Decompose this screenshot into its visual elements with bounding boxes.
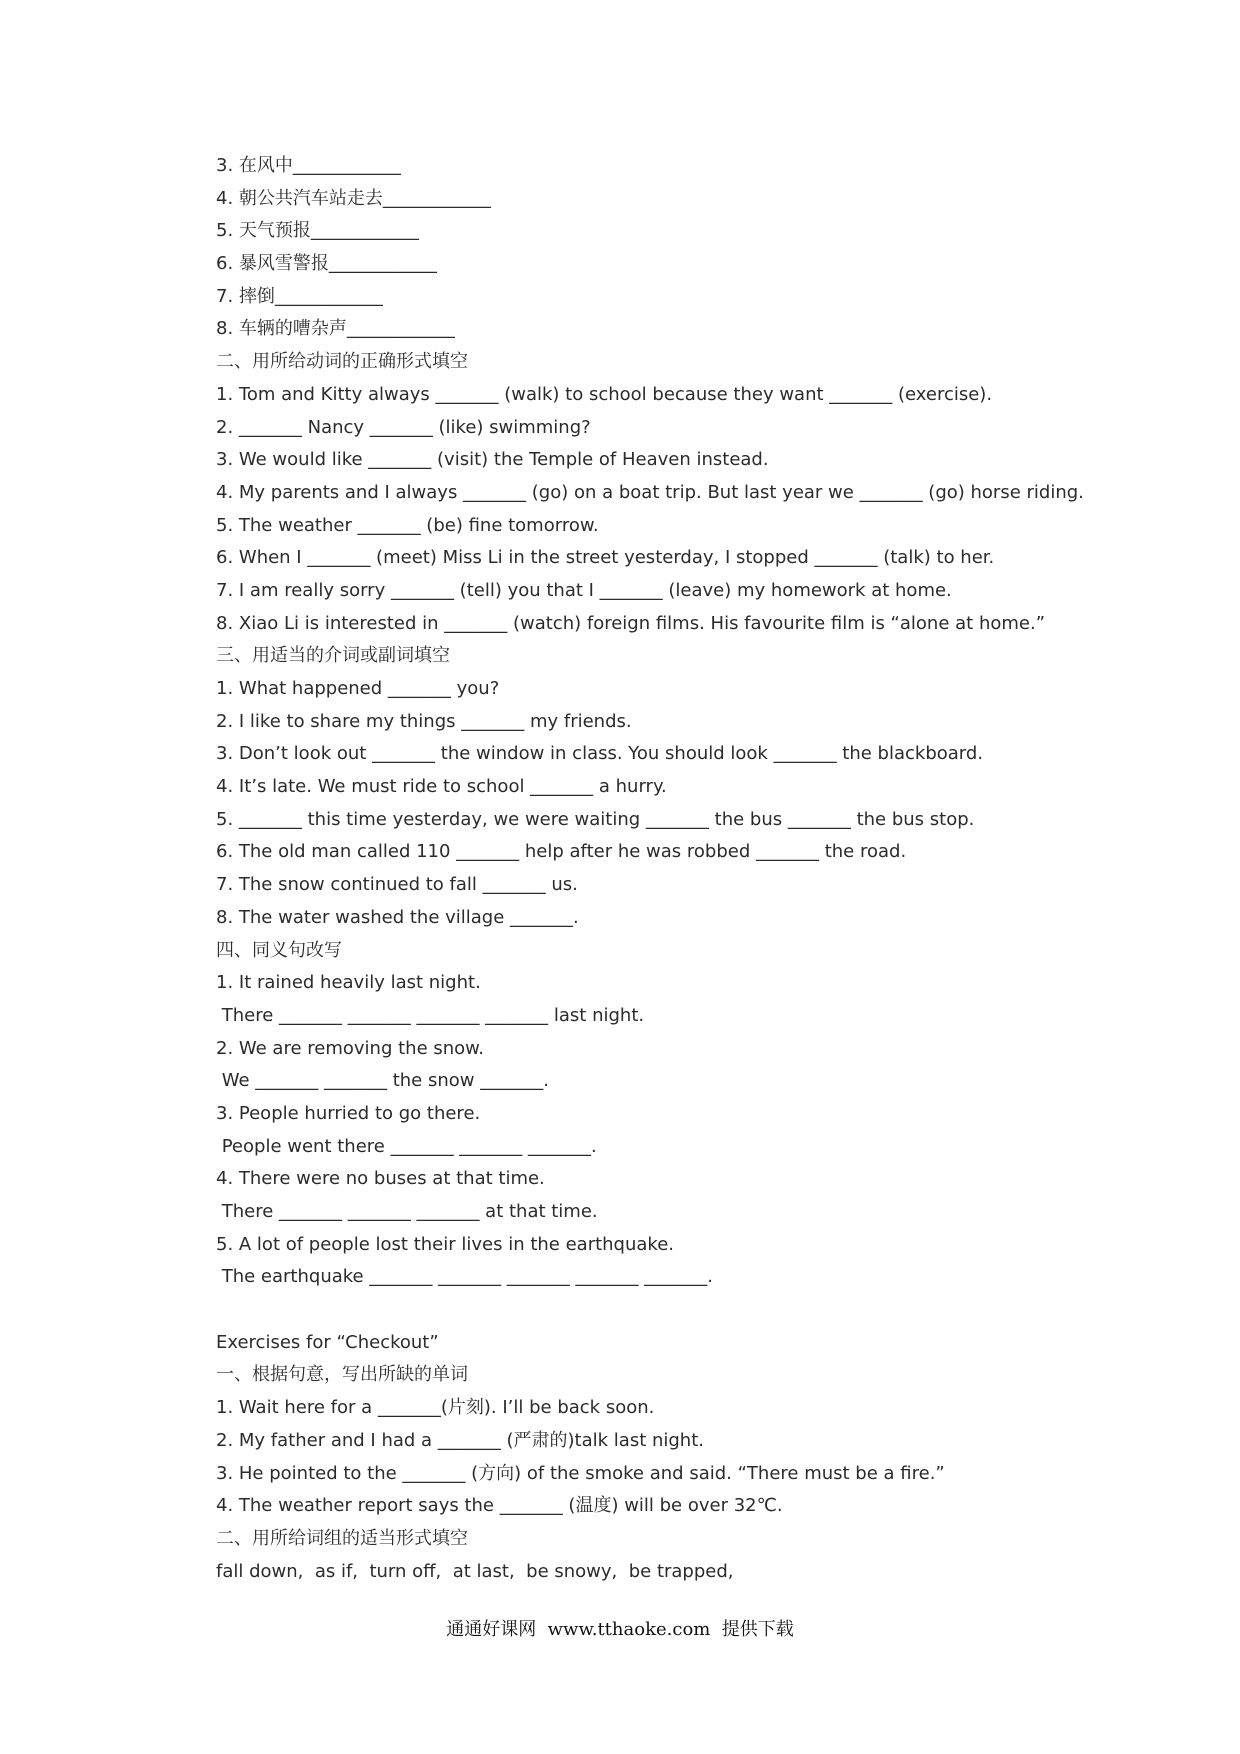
text-line: fall down, as if, turn off, at last, be snowy, be trapped, [216,1560,734,1582]
text-line: The earthquake _______ _______ _______ _______ _______. [216,1266,713,1288]
text-line: 6. 暴风雪警报____________ [216,253,437,275]
text-line: 3. 在风中____________ [216,155,401,176]
text-line: 四、同义句改写 [216,939,342,961]
text-line: 8. The water washed the village _______. [216,906,579,928]
text-line: 8. Xiao Li is interested in _______ (watch) foreign films. His favourite film is “alone at home.” [216,612,1046,634]
text-line: 7. The snow continued to fall _______ us. [216,874,578,896]
text-line: People went there _______ _______ _______. [216,1135,597,1157]
text-line: 三、用适当的介词或副词填空 [216,645,450,667]
text-line: 1. What happened _______ you? [216,678,500,699]
text-line: 4. The weather report says the _______ (温度) will be over 32℃. [216,1495,783,1517]
text-line: 7. 摔倒____________ [216,285,383,307]
text-line: 1. Wait here for a _______(片刻). I’ll be back soon. [216,1397,655,1419]
text-line: 一、根据句意，写出所缺的单词 [216,1364,468,1386]
text-line: 2. _______ Nancy _______ (like) swimming? [216,416,591,438]
text-line: 1. Tom and Kitty always _______ (walk) to school because they want _______ (exercise). [216,383,993,405]
text-line: There _______ _______ _______ at that time. [216,1201,598,1222]
text-line: We _______ _______ the snow _______. [216,1070,549,1092]
text-line: 二、用所给动词的正确形式填空 [216,351,468,373]
text-line: 3. We would like _______ (visit) the Temple of Heaven instead. [216,449,769,471]
text-line: 4. It’s late. We must ride to school _______ a hurry. [216,776,667,798]
text-line: 2. I like to share my things _______ my friends. [216,710,632,732]
text-line: 5. The weather _______ (be) fine tomorrow. [216,514,599,536]
text-line: 7. I am really sorry _______ (tell) you that I _______ (leave) my homework at home. [216,579,952,601]
page-footer: 通通好课网 www.tthaoke.com 提供下载 [446,1619,794,1640]
text-line: 3. Don’t look out _______ the window in class. You should look _______ the blackboard. [216,743,984,765]
text-line: 8. 车辆的嘈杂声____________ [216,318,455,340]
text-line: 5. _______ this time yesterday, we were waiting _______ the bus _______ the bus stop. [216,808,975,830]
text-line: 5. 天气预报____________ [216,220,419,242]
text-line: 5. A lot of people lost their lives in the earthquake. [216,1233,674,1255]
text-line: Exercises for “Checkout” [216,1331,439,1353]
text-line: 2. We are removing the snow. [216,1037,484,1059]
text-line: 6. When I _______ (meet) Miss Li in the street yesterday, I stopped _______ (talk) to her. [216,547,995,569]
text-line: There _______ _______ _______ _______ last night. [216,1004,645,1026]
text-line: 3. He pointed to the _______ (方向) of the smoke and said. “There must be a fire.” [216,1462,945,1484]
text-line: 4. 朝公共汽车站走去____________ [216,187,491,209]
worksheet-content [216,150,1136,1588]
text-line: 二、用所给词组的适当形式填空 [216,1527,468,1549]
text-line: 4. There were no buses at that time. [216,1168,545,1190]
text-line: 3. People hurried to go there. [216,1102,481,1124]
text-line: 4. My parents and I always _______ (go) on a boat trip. But last year we _______ (go) horse riding. [216,481,1084,503]
text-line: 1. It rained heavily last night. [216,972,481,994]
text-line: 6. The old man called 110 _______ help after he was robbed _______ the road. [216,841,907,863]
blank-line [216,1294,1136,1327]
text-line: 2. My father and I had a _______ (严肃的)talk last night. [216,1429,704,1451]
